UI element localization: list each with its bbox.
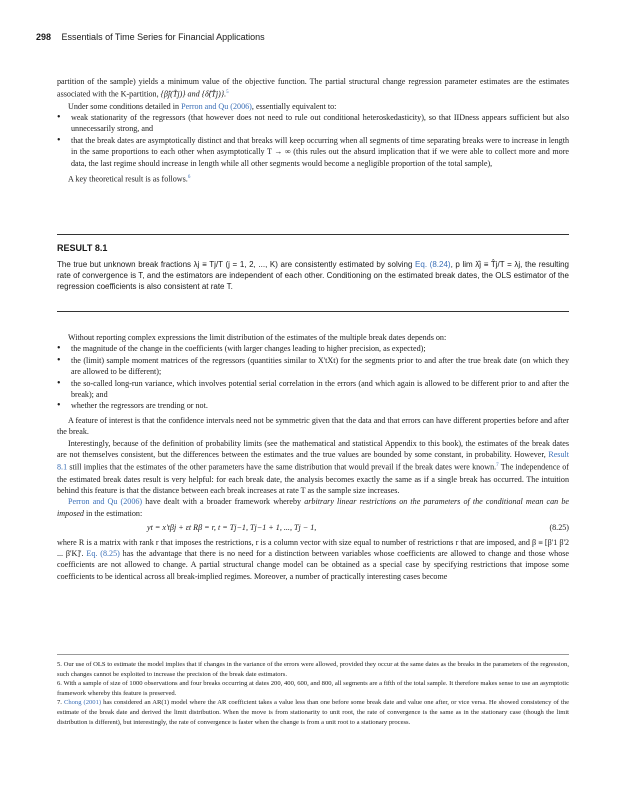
paragraph-2: Under some conditions detailed in Perron and Qu (2006), essentially equivalent to:	[68, 101, 337, 111]
result-text: The true but unknown break fractions λj ≡ Tj/T (j = 1, 2, ..., K) are consistently estimated by solving Eq. (8.24), p lim λ̂j ≡ T̂j/T = λj, the resulting rate of convergence is T, and the estimators are independent of each other. Conditioning on the estimated break dates, the OLS estimator of the regression coefficients is also consistent at rate T.	[57, 260, 569, 291]
footnote-ref-5[interactable]: 5	[226, 90, 229, 96]
running-title: Essentials of Time Series for Financial Applications	[61, 32, 265, 42]
paragraph-8: where R is a matrix with rank r that imposes the restrictions, r is a column vector with size equal to number of restrictions r that are imposed, and β ≡ [β'1 β'2 ... β'K]'. Eq. (8.25) has the advantage that there is no need for a distinction between variables whose coefficients are allowed to change and those whose coefficients are not allowed to change. A partial structural change model can be obtained as a special case by specifying restrictions that impose some coefficients to be identical across all break-implied regimes. Moreover, a number of practically interesting cases become	[57, 537, 570, 581]
footnote-ref-7[interactable]: 7	[496, 463, 499, 469]
running-header	[36, 32, 265, 42]
equation-link[interactable]: Eq. (8.24)	[415, 260, 451, 269]
footnotes	[57, 654, 569, 727]
bullet-item: • weak stationarity of the regressors (that however does not need to rule out conditional heteroskedasticity), so that IIDness appears sufficient but also unnecessarily strong, and	[57, 112, 569, 135]
footnote-5: 5. Our use of OLS to estimate the model implies that if changes in the variance of the errors were allowed, provided they occur at the same dates as the breaks in the parameters of the regression, such changes cannot be exploited to increase the precision of the break date estimators.	[57, 661, 569, 678]
bullet-item: • the magnitude of the change in the coefficients (with larger changes leading to higher precision, as expected);	[57, 343, 569, 354]
result-box	[57, 234, 569, 312]
result-title: RESULT 8.1	[57, 243, 108, 253]
middle-section	[57, 332, 569, 582]
equation-number: (8.25)	[549, 523, 569, 533]
citation-link[interactable]: Perron and Qu (2006)	[68, 497, 143, 507]
equation-link[interactable]: Eq. (8.25)	[86, 549, 120, 558]
bullet-item: • the so-called long-run variance, which involves potential serial correlation in the errors (and which again is allowed to be different prior to and after the break); and	[57, 378, 569, 401]
bullet-item: • the (limit) sample moment matrices of the regressors (quantities similar to X'tXt) for the segments prior to and after the true break date (on which they are allowed to be different);	[57, 355, 569, 378]
paragraph-1: partition of the sample) yields a minimum value of the objective function. The partial structural change regression parameter estimates are the estimates associated with the K-partition, {β̂j(T̂j)} and {δ̂(T̂j)}.$^5$	[57, 77, 569, 100]
paragraph-3: A key theoretical result is as follows.$^6$	[68, 174, 191, 184]
paragraph-6: Interestingly, because of the definition of probability limits (see the mathematical and statistical Appendix to this book), the estimates of the break dates are not themselves consistent, but the differences between the estimates and the true values are bounded by some constant, in probability. However, Result 8.1 still implies that the estimates of the other parameters have the same distribution that would prevail if the break dates were known.$^7$ The independence of the estimated break dates result is very helpful: for each break date, the analysis becomes exactly the same as if a single break has occurred. The intuition behind this feature is that the distance between each break increases at rate T as the sample size increases.	[57, 438, 569, 495]
paragraph-4: Without reporting complex expressions the limit distribution of the estimates of the multiple break dates depends on:	[68, 333, 447, 342]
partition-math: {β̂j(T̂j)} and {δ̂(T̂j)}.	[160, 90, 227, 100]
equation-text: yt = x'tβj + εt Rβ = r, t = Tj−1, Tj−1 + 1, ..., Tj − 1,	[147, 523, 317, 533]
paragraph-7: Perron and Qu (2006) have dealt with a broader framework whereby arbitrary linear restrictions on the parameters of the conditional mean can be imposed in the estimation:	[57, 497, 569, 518]
footnote-ref-6[interactable]: 6	[187, 174, 191, 180]
result-link[interactable]: Result 8.1	[57, 450, 569, 473]
footnote-7: 7. Chong (2001) has considered an AR(1) model where the AR coefficient takes a value less than one before some break date and value one after, or vice versa. He showed consistency of the estimate of the break date and derived the limit distribution. When the move is from stationarity to unit root, the rate of convergence is the same as in the stationary case (though the limit distribution is different), but interestingly, the rate of convergence is faster when the change is from a unit root to a stationary process.	[57, 699, 569, 726]
bullet-item: • that the break dates are asymptotically distinct and that breaks will keep occurring when all segments of time separating breaks were to increase in length in the same proportions to each other when asymptotically T → ∞ (this rules out the absurd implication that if we were able to collect more and more data, the last regime should increase in length while all other segments would become a negligible proportion of the total sample),	[57, 135, 569, 169]
citation-link[interactable]: Chong (2001)	[63, 699, 102, 707]
top-section	[57, 76, 569, 185]
bullet-item: • whether the regressors are trending or not.	[57, 400, 569, 411]
page-number: 298	[36, 32, 52, 42]
footnote-6: 6. With a sample of size of 1000 observations and four breaks occurring at dates 200, 400, 600, and 800, all segments are a fifth of the total sample. It therefore makes sense to use an asymptotic framework whereby this feature is preserved.	[57, 680, 569, 697]
paragraph-5: A feature of interest is that the confidence intervals need not be symmetric given that the data and that errors can have different properties before and after the break.	[57, 415, 569, 437]
citation-link[interactable]: Perron and Qu (2006)	[181, 101, 252, 111]
equation-8-25	[57, 522, 569, 533]
